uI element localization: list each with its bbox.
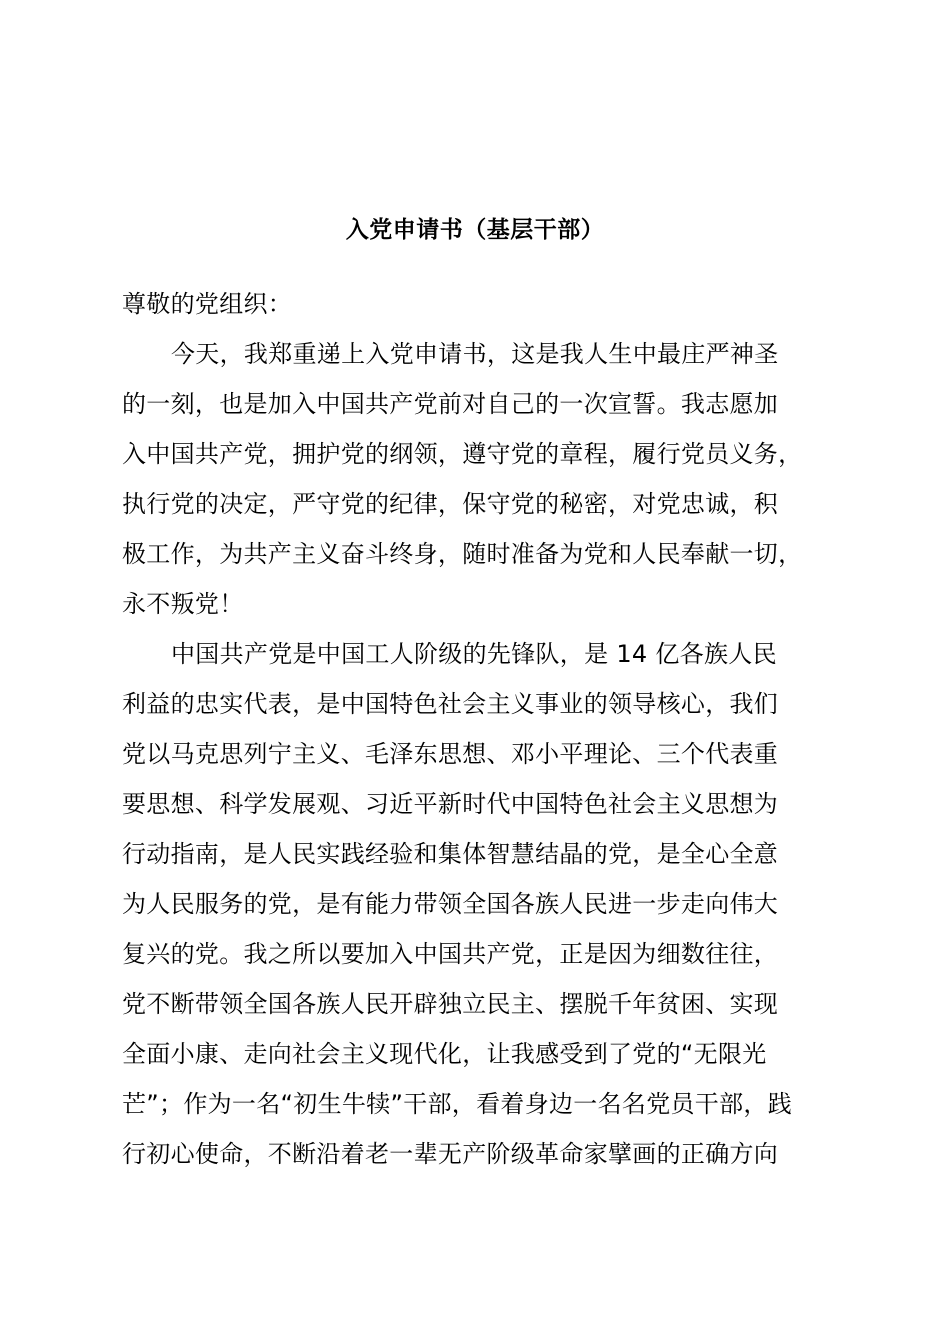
paragraph-line: 入中国共产党，拥护党的纲领，遵守党的章程，履行党员义务， — [122, 440, 803, 468]
paragraph-line: 执行党的决定，严守党的纪律，保守党的秘密，对党忠诚，积 — [122, 490, 779, 518]
paragraph-line: 中国共产党是中国工人阶级的先锋队，是 14 亿各族人民 — [171, 640, 777, 668]
paragraph-line: 要思想、科学发展观、习近平新时代中国特色社会主义思想为 — [122, 790, 779, 818]
paragraph-line: 今天，我郑重递上入党申请书，这是我人生中最庄严神圣 — [171, 340, 779, 368]
paragraph-line: 极工作，为共产主义奋斗终身，随时准备为党和人民奉献一切， — [122, 540, 803, 568]
paragraph-line: 为人民服务的党，是有能力带领全国各族人民进一步走向伟大 — [122, 890, 779, 918]
paragraph-line: 永不叛党！ — [122, 590, 244, 618]
paragraph-line: 全面小康、走向社会主义现代化，让我感受到了党的“无限光 — [122, 1040, 767, 1068]
paragraph-line: 复兴的党。我之所以要加入中国共产党，正是因为细数往往， — [122, 940, 779, 968]
paragraph-line: 芒”；作为一名“初生牛犊”干部，看着身边一名名党员干部，践 — [122, 1090, 792, 1118]
document-title: 入党申请书（基层干部） — [345, 217, 605, 243]
paragraph-line: 党以马克思列宁主义、毛泽东思想、邓小平理论、三个代表重 — [122, 740, 779, 768]
paragraph-line: 的一刻，也是加入中国共产党前对自己的一次宣誓。我志愿加 — [122, 390, 779, 418]
paragraph-line: 行初心使命，不断沿着老一辈无产阶级革命家擘画的正确方向 — [122, 1140, 779, 1168]
paragraph-line: 利益的忠实代表，是中国特色社会主义事业的领导核心，我们 — [122, 690, 779, 718]
salutation: 尊敬的党组织： — [122, 290, 293, 318]
paragraph-line: 党不断带领全国各族人民开辟独立民主、摆脱千年贫困、实现 — [122, 990, 779, 1018]
paragraph-line: 行动指南，是人民实践经验和集体智慧结晶的党，是全心全意 — [122, 840, 779, 868]
